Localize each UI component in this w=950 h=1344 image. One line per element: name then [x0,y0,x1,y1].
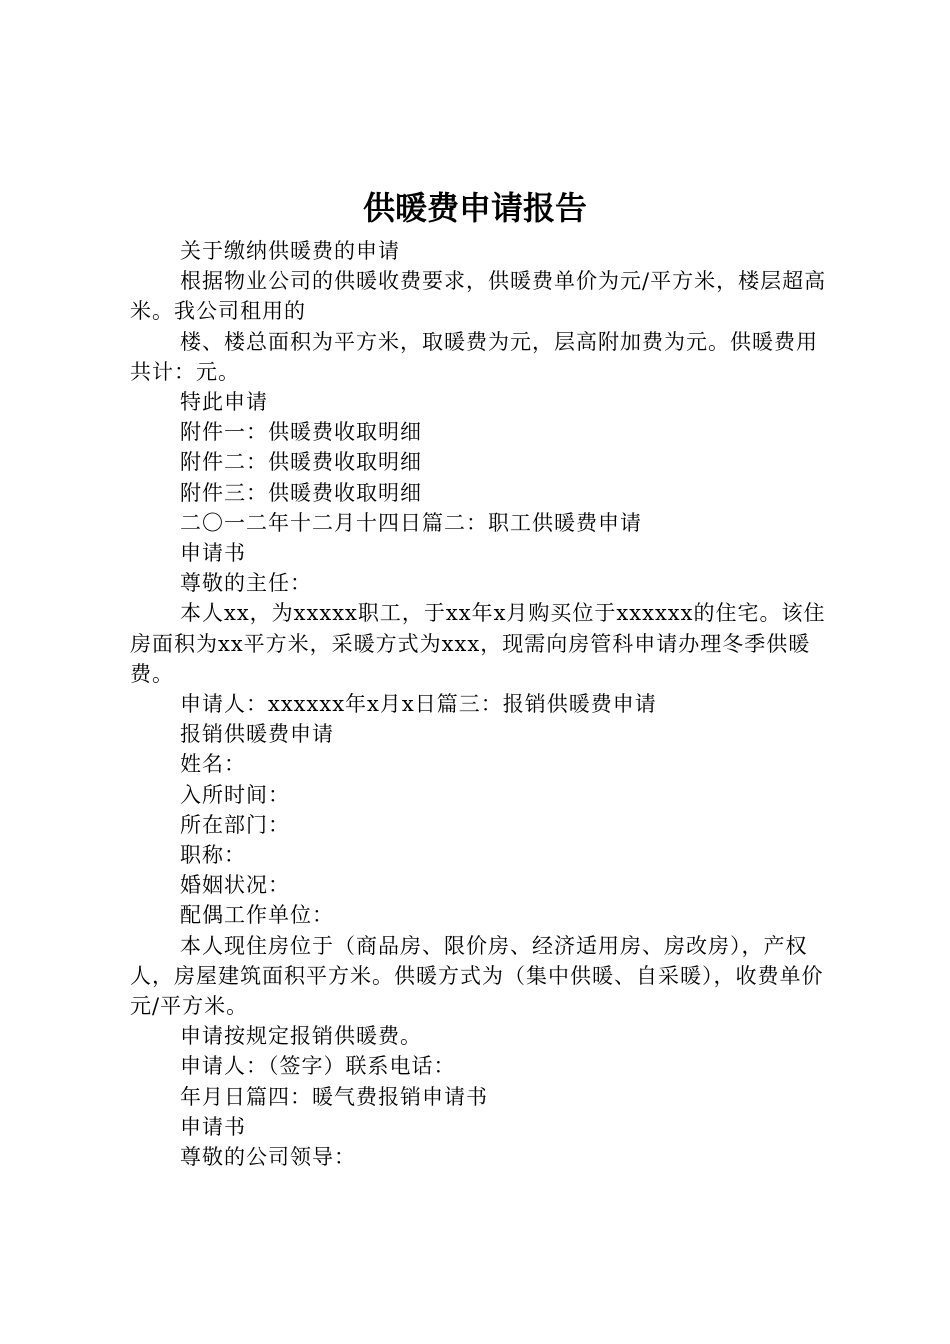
document-body [130,236,830,1172]
paragraph: 根据物业公司的供暖收费要求，供暖费单价为元/平方米，楼层超高米。我公司租用的 [130,269,827,324]
paragraph: 本人现住房位于（商品房、限价房、经济适用房、房改房），产权人，房屋建筑面积平方米。供暖方式为（集中供暖、自采暖），收费单价元/平方米。 [130,933,824,1019]
paragraph: 附件二：供暖费收取明细 [180,450,422,475]
paragraph: 附件一：供暖费收取明细 [180,420,422,445]
paragraph: 职称： [180,843,246,868]
paragraph: 楼、楼总面积为平方米，取暖费为元，层高附加费为元。供暖费用共计：元。 [130,329,818,384]
paragraph: 尊敬的公司领导： [180,1145,356,1170]
paragraph: 附件三：供暖费收取明细 [180,480,422,505]
paragraph: 配偶工作单位： [180,903,334,928]
paragraph: 本人xx，为xxxxx职工，于xx年x月购买位于xxxxxx的住宅。该住房面积为xx平方米，采暖方式为xxx，现需向房管科申请办理冬季供暖费。 [130,601,826,686]
paragraph: 关于缴纳供暖费的申请 [180,239,400,263]
paragraph: 特此申请 [180,390,268,415]
paragraph: 申请书 [180,1114,246,1139]
document-title: 供暖费申请报告 [362,189,587,227]
paragraph: 报销供暖费申请 [180,722,334,747]
paragraph: 尊敬的主任： [180,571,312,596]
paragraph: 二〇一二年十二月十四日篇二：职工供暖费申请 [180,510,642,535]
paragraph: 所在部门： [180,812,290,837]
paragraph: 申请按规定报销供暖费。 [180,1024,422,1049]
paragraph: 婚姻状况： [180,873,290,898]
paragraph: 申请书 [180,541,246,566]
paragraph: 申请人：（签字）联系电话： [180,1054,456,1079]
paragraph: 姓名： [180,752,246,777]
paragraph: 入所时间： [180,782,290,807]
paragraph: 申请人：xxxxxx年x月x日篇三：报销供暖费申请 [180,692,657,717]
paragraph: 年月日篇四：暖气费报销申请书 [180,1084,488,1109]
